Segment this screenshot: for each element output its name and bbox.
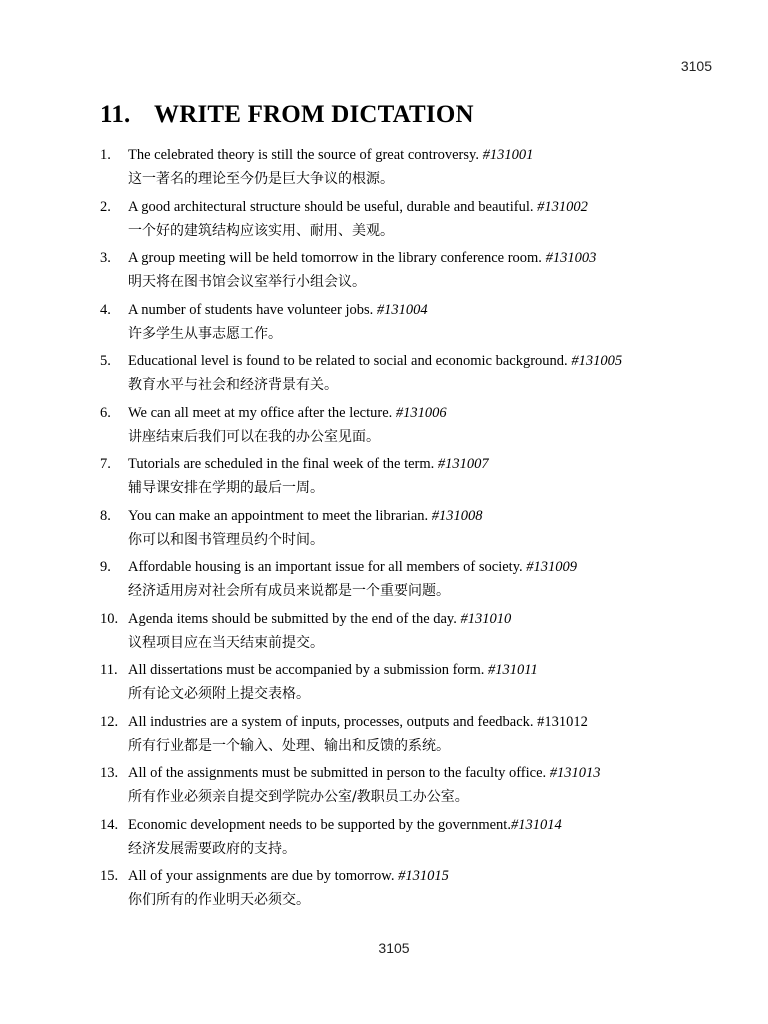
item-sentence: A group meeting will be held tomorrow in the library conference room. #131003 xyxy=(128,250,597,266)
item-sentence: All dissertations must be accompanied by a submission form. #131011 xyxy=(128,662,538,678)
item-sentence: All of the assignments must be submitted in person to the faculty office. #131013 xyxy=(128,765,601,781)
item-translation: 经济发展需要政府的支持。 xyxy=(128,840,296,857)
item-code: #131005 xyxy=(571,353,623,369)
item-sentence: A good architectural structure should be useful, durable and beautiful. #131002 xyxy=(128,198,588,215)
item-translation: 这一著名的理论至今仍是巨大争议的根源。 xyxy=(128,171,394,187)
item-translation: 讲座结束后我们可以在我的办公室见面。 xyxy=(128,428,380,445)
item-translation: 你们所有的作业明天必须交。 xyxy=(128,892,310,908)
item-code: #131012 xyxy=(537,713,588,730)
item-translation: 教育水平与社会和经济背景有关。 xyxy=(128,377,338,393)
item-translation: 经济适用房对社会所有成员来说都是一个重要问题。 xyxy=(128,583,450,599)
item-index: 3. xyxy=(100,250,111,266)
item-code: #131013 xyxy=(549,765,601,781)
item-index: 4. xyxy=(100,301,111,318)
section-title xyxy=(100,101,474,129)
item-code: #131004 xyxy=(376,301,428,318)
list-item xyxy=(100,712,740,764)
list-item xyxy=(100,454,740,506)
item-code: #131003 xyxy=(545,250,597,266)
list-item xyxy=(100,300,740,352)
item-sentence: We can all meet at my office after the lecture. #131006 xyxy=(128,404,447,421)
item-index: 10. xyxy=(100,610,119,627)
item-sentence: Tutorials are scheduled in the final week of the term. #131007 xyxy=(128,456,489,472)
list-item xyxy=(100,248,740,300)
item-code: #131015 xyxy=(398,868,449,884)
item-translation: 辅导课安排在学期的最后一周。 xyxy=(128,480,324,496)
item-code: #131011 xyxy=(488,662,538,678)
item-code: #131007 xyxy=(437,456,489,472)
item-translation: 明天将在图书馆会议室举行小组会议。 xyxy=(128,274,366,290)
item-code: #131010 xyxy=(460,610,512,627)
list-item xyxy=(100,866,740,918)
item-index: 2. xyxy=(100,198,111,215)
list-item xyxy=(100,815,740,867)
item-sentence: The celebrated theory is still the source of great controversy. #131001 xyxy=(128,147,534,163)
item-translation: 你可以和图书管理员约个时间。 xyxy=(128,531,324,548)
list-item xyxy=(100,609,740,661)
list-item xyxy=(100,660,740,712)
item-sentence: A number of students have volunteer jobs. #131004 xyxy=(128,301,428,318)
list-item xyxy=(100,197,740,249)
item-index: 12. xyxy=(100,713,119,730)
list-item xyxy=(100,557,740,609)
list-item xyxy=(100,351,740,403)
item-sentence: Affordable housing is an important issue for all members of society. #131009 xyxy=(128,559,578,575)
list-item xyxy=(100,403,740,455)
item-index: 14. xyxy=(100,816,119,833)
list-item xyxy=(100,506,740,558)
item-index: 11. xyxy=(100,662,118,678)
page-number-top: 3105 xyxy=(680,58,712,74)
item-translation: 所有论文必须附上提交表格。 xyxy=(128,686,310,702)
dictation-list xyxy=(100,145,740,918)
item-index: 7. xyxy=(100,456,111,472)
item-index: 9. xyxy=(100,559,111,575)
item-translation: 所有作业必须亲自提交到学院办公室/教职员工办公室。 xyxy=(128,789,469,805)
item-index: 8. xyxy=(100,507,111,524)
item-index: 13. xyxy=(100,765,119,781)
list-item xyxy=(100,763,740,815)
item-index: 1. xyxy=(100,147,111,163)
item-sentence: You can make an appointment to meet the librarian. #131008 xyxy=(128,507,483,524)
item-index: 5. xyxy=(100,353,111,369)
section-title-text: WRITE FROM DICTATION xyxy=(154,101,474,128)
item-code: #131001 xyxy=(482,147,534,163)
item-sentence: Economic development needs to be supported by the government.#131014 xyxy=(128,816,562,833)
item-code: #131008 xyxy=(431,507,483,524)
item-index: 6. xyxy=(100,404,111,421)
item-sentence: Agenda items should be submitted by the end of the day. #131010 xyxy=(128,610,512,627)
item-sentence: All of your assignments are due by tomorrow. #131015 xyxy=(128,868,449,884)
page-number-bottom: 3105 xyxy=(378,940,410,956)
item-sentence: Educational level is found to be related to social and economic background. #131005 xyxy=(128,353,623,369)
item-code: #131009 xyxy=(526,559,578,575)
section-number: 11. xyxy=(100,101,131,128)
item-code: #131006 xyxy=(395,404,447,421)
item-translation: 一个好的建筑结构应该实用、耐用、美观。 xyxy=(128,222,394,239)
item-translation: 所有行业都是一个输入、处理、输出和反馈的系统。 xyxy=(128,737,450,754)
list-item xyxy=(100,145,740,197)
item-translation: 议程项目应在当天结束前提交。 xyxy=(128,634,324,651)
item-translation: 许多学生从事志愿工作。 xyxy=(128,325,282,342)
item-code: #131002 xyxy=(537,198,588,215)
item-index: 15. xyxy=(100,868,119,884)
item-code: #131014 xyxy=(510,816,562,833)
item-sentence: All industries are a system of inputs, processes, outputs and feedback. #131012 xyxy=(128,713,588,730)
